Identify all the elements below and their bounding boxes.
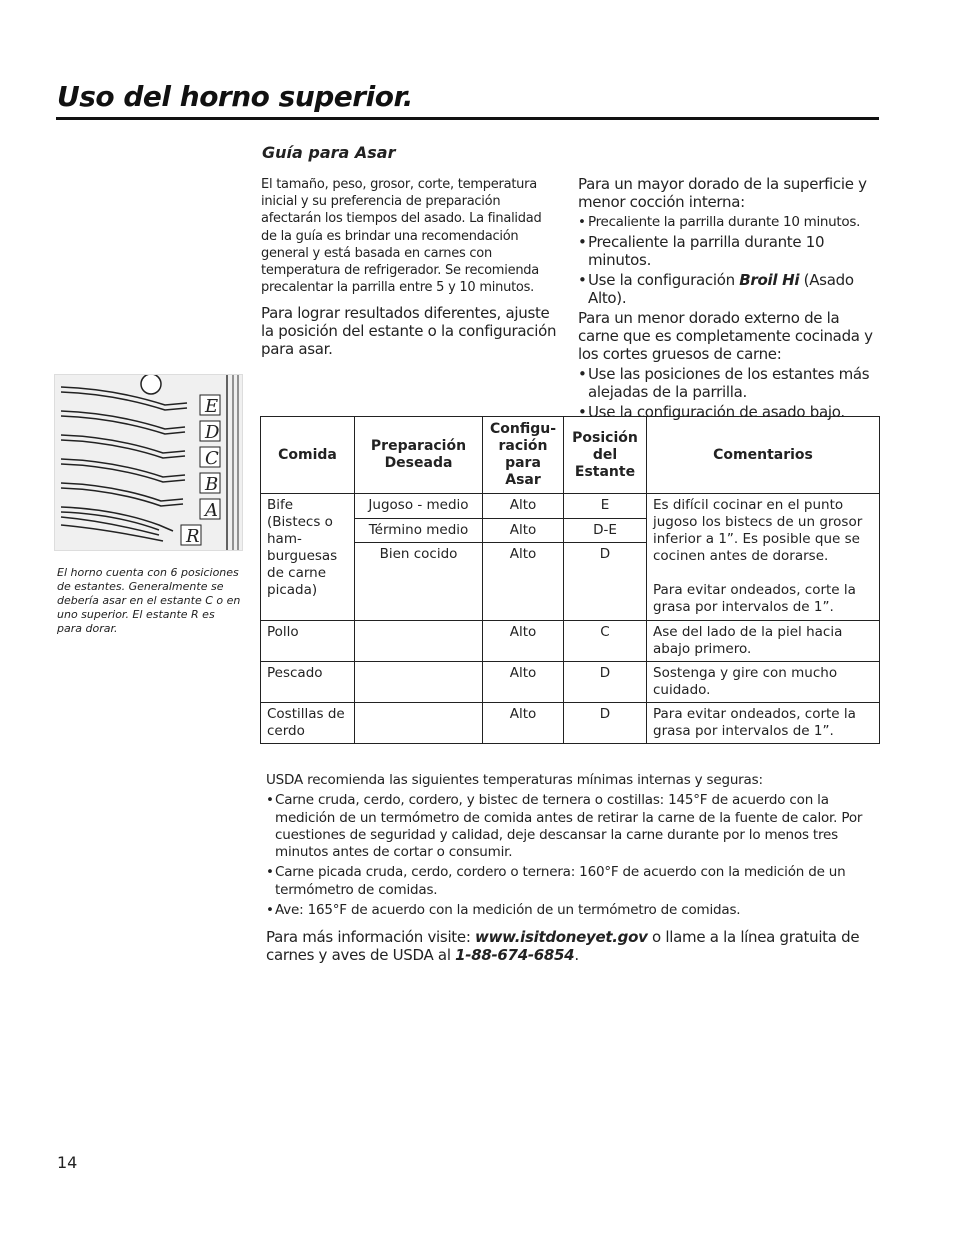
position-cell: D-E <box>564 518 647 543</box>
usda-temperatures <box>266 772 876 922</box>
table-row <box>261 494 880 519</box>
rack-label-c: C <box>205 448 219 469</box>
prep-cell <box>355 703 483 744</box>
header-rack-position: Posición del Estante <box>564 417 647 494</box>
prep-cell <box>355 621 483 662</box>
tip-item-broil <box>578 271 883 307</box>
prep-cell: Término medio <box>355 518 483 543</box>
comment-cell: Sostenga y gire con mucho cuidado. <box>647 662 880 703</box>
rack-label-b: B <box>205 474 219 495</box>
rack-label-d: D <box>205 422 220 443</box>
position-cell: D <box>564 543 647 621</box>
tips-list-2 <box>578 365 883 421</box>
setting-cell: Alto <box>483 518 564 543</box>
tips-heading-2: Para un menor dorado externo de la carne que es completamente cocinada y los cortes gruesos de carne: <box>578 309 873 363</box>
tip-item: • Precaliente la parrilla durante 10 minutos. <box>578 213 883 231</box>
more-info-prefix: Para más información visite: <box>266 928 476 946</box>
page-number: 14 <box>57 1153 78 1172</box>
rack-label-e: E <box>205 396 219 417</box>
prep-cell: Jugoso - medio <box>355 494 483 519</box>
tip-broil-setting: Broil Hi <box>739 271 800 289</box>
usda-website-link[interactable]: www.isitdoneyet.gov <box>475 928 648 946</box>
prep-cell <box>355 662 483 703</box>
header-comments: Comentarios <box>647 417 880 494</box>
food-cell: Pescado <box>261 662 355 703</box>
setting-cell: Alto <box>483 494 564 519</box>
rack-label-a: A <box>205 500 218 521</box>
tips-column <box>578 175 883 423</box>
comment-text: Es difícil cocinar en el punto jugoso los bistecs de un grosor inferior a 1”. Es posible que se cocinen antes de dorarse. <box>653 497 863 564</box>
setting-cell: Alto <box>483 662 564 703</box>
intro-paragraph: El tamaño, peso, grosor, corte, temperatura inicial y su preferencia de preparación afectarán los tiempos del asado. La finalidad de la guía es brindar una recomendación general y está basada en carnes con temperatura de refrigerador. Se recomienda precalentar la parrilla entre 5 y 10 minutos. <box>261 177 542 296</box>
table-row <box>261 662 880 703</box>
section-subtitle: Guía para Asar <box>262 143 396 162</box>
tip-item: • Use la configuración de asado bajo. <box>578 403 883 421</box>
oven-racks-illustration <box>55 375 242 550</box>
tip-item: • Use las posiciones de los estantes más alejadas de la parrilla. <box>578 365 883 401</box>
setting-cell: Alto <box>483 703 564 744</box>
prep-cell: Bien cocido <box>355 543 483 621</box>
setting-cell: Alto <box>483 543 564 621</box>
comment-cell <box>647 494 880 621</box>
position-cell: D <box>564 703 647 744</box>
more-info-middle: o llame a la línea gratuita de carnes y aves de USDA al <box>266 928 860 964</box>
table-row <box>261 621 880 662</box>
tip-item: • Precaliente la parrilla durante 10 minutos. <box>578 233 883 269</box>
rack-label-r: R <box>186 526 200 547</box>
more-info <box>266 928 878 964</box>
header-food: Comida <box>261 417 355 494</box>
food-cell: Pollo <box>261 621 355 662</box>
header-preparation: Preparación Deseada <box>355 417 483 494</box>
table-header-row <box>261 417 880 494</box>
comment-cell: Ase del lado de la piel hacia abajo primero. <box>647 621 880 662</box>
comment-cell: Para evitar ondeados, corte la grasa por intervalos de 1”. <box>647 703 880 744</box>
usda-item: • Carne picada cruda, cerdo, cordero o ternera: 160°F de acuerdo con la medición de un termómetro de comidas. <box>266 864 876 899</box>
usda-intro: USDA recomienda las siguientes temperaturas mínimas internas y seguras: <box>266 772 763 788</box>
food-cell: Bife (Bistecs o ham- burguesas de carne picada) <box>261 494 355 621</box>
broil-element-icon <box>141 375 161 394</box>
setting-cell: Alto <box>483 621 564 662</box>
page-title: Uso del horno superior. <box>57 80 413 113</box>
tips-heading-1: Para un mayor dorado de la superficie y menor cocción interna: <box>578 175 867 211</box>
rack-positions-diagram <box>54 374 243 551</box>
tip-broil-prefix: Use la configuración <box>588 271 740 289</box>
broil-guide-table <box>260 416 880 744</box>
position-cell: E <box>564 494 647 519</box>
usda-item: • Ave: 165°F de acuerdo con la medición de un termómetro de comidas. <box>266 902 876 919</box>
header-setting: Configu- ración para Asar <box>483 417 564 494</box>
position-cell: C <box>564 621 647 662</box>
usda-item: • Carne cruda, cerdo, cordero, y bistec de ternera o costillas: 145°F de acuerdo con la medición de un termómetro de comida antes de retirar la carne de la fuente de calor. Por cuestiones de seguridad y calidad, deje descansar la carne durante por lo menos tres minutos antes de cortar o consumir. <box>266 792 876 861</box>
title-rule <box>56 117 879 120</box>
tip-broil-suffix: (Asado Alto). <box>588 271 854 307</box>
food-cell: Costillas de cerdo <box>261 703 355 744</box>
position-cell: D <box>564 662 647 703</box>
more-info-suffix: . <box>574 946 579 964</box>
intro-paragraph-2: Para lograr resultados diferentes, ajuste la posición del estante o la configuración para asar. <box>261 304 557 358</box>
diagram-caption: El horno cuenta con 6 posiciones de estantes. Generalmente se debería asar en el estante C o en uno superior. El estante R es para dorar. <box>57 566 241 635</box>
usda-phone-number: 1-88-674-6854 <box>455 946 575 964</box>
table-row <box>261 703 880 744</box>
usda-list <box>266 792 876 919</box>
tips-list-1 <box>578 213 883 307</box>
comment-text: Para evitar ondeados, corte la grasa por intervalos de 1”. <box>653 582 856 615</box>
